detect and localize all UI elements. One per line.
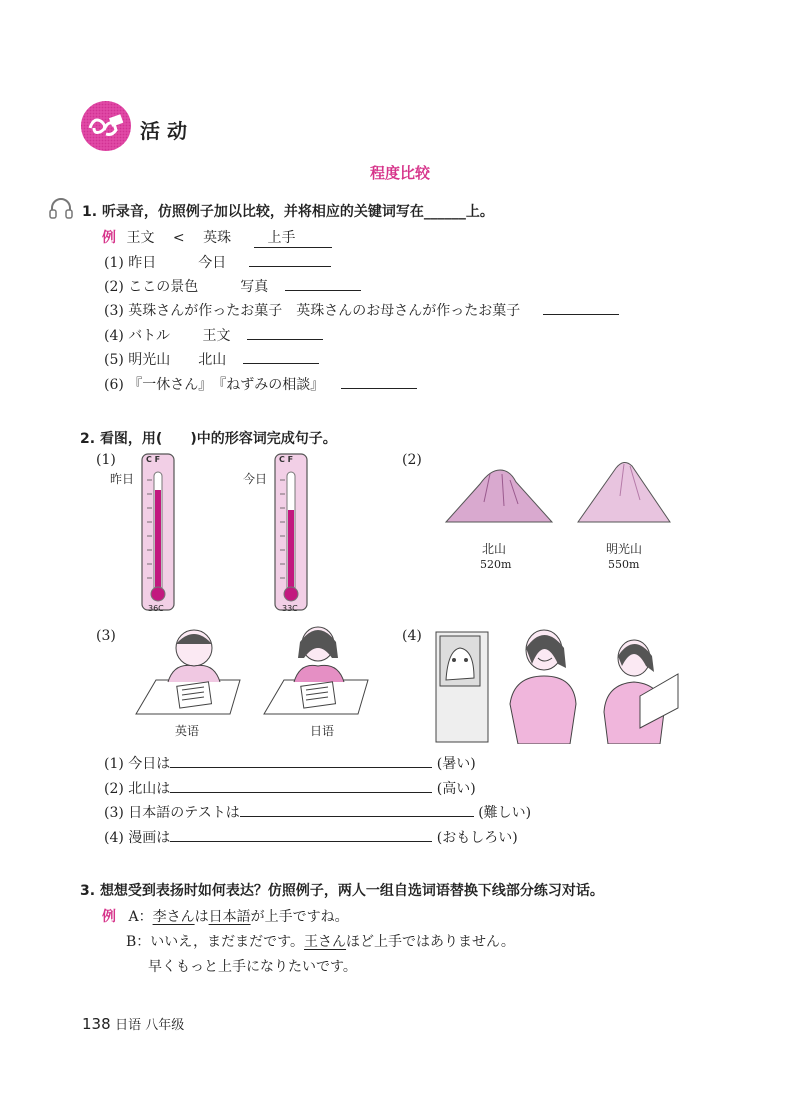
a-name: 李さん — [152, 909, 195, 925]
pic1-num: (1) — [96, 452, 116, 468]
q1-item-num: (4) — [104, 328, 124, 344]
answer-blank[interactable] — [170, 767, 432, 768]
q3-line-b2: 早くもっと上手になりたいです。 — [148, 959, 357, 975]
section-logo-icon — [80, 100, 132, 152]
answer-blank[interactable] — [243, 363, 319, 364]
sentence-num: (1) — [104, 756, 124, 772]
answer-blank[interactable] — [341, 388, 417, 389]
q1-number: 1. — [82, 204, 98, 220]
q1-item-num: (1) — [104, 255, 124, 271]
pic2-left-height: 520m — [480, 558, 512, 571]
q1-item-text: 『一休さん』 『ねずみの相談』 — [128, 377, 325, 393]
q1-item-text: 明光山 北山 — [128, 352, 227, 368]
q3-line-a — [102, 906, 349, 926]
q1-item-num: (3) — [104, 303, 124, 319]
thermometer-today — [273, 452, 309, 616]
sentence-num: (2) — [104, 781, 124, 797]
q1-item-text: ここの景色 写真 — [128, 279, 269, 295]
example-a: 王文 — [126, 230, 155, 246]
pic3-num: (3) — [96, 628, 116, 644]
pic3-right-caption: 日语 — [310, 724, 335, 738]
student-english-illustration — [134, 622, 244, 722]
mountain-meikozan — [576, 456, 672, 530]
q2-instruction — [80, 428, 337, 448]
q3-text: 想想受到表扬时如何表达？仿照例子，两人一组自选词语替换下线部分练习对话。 — [99, 883, 604, 899]
pic2-right-height: 550m — [608, 558, 640, 571]
q2-number: 2. — [80, 431, 96, 447]
mountain-kitayama — [444, 462, 554, 530]
pic2-left-name: 北山 — [482, 542, 507, 556]
example-answer: 上手 — [254, 227, 332, 248]
answer-blank[interactable] — [240, 816, 474, 817]
pic1-right-bottom: 33C — [282, 604, 298, 613]
q1-item-3 — [104, 300, 619, 320]
thermometer-yesterday — [140, 452, 176, 616]
example-label: 例 — [102, 230, 116, 246]
b-end: ほど上手ではありません。 — [346, 934, 515, 950]
page-footer — [82, 1014, 184, 1033]
sentence-start: 今日は — [128, 756, 171, 772]
q1-item-5 — [104, 349, 319, 369]
q3-example-label: 例 — [102, 909, 116, 925]
q1-text: 听录音，仿照例子加以比较，并将相应的关键词写在______上。 — [101, 204, 494, 220]
pic1-right-label: 今日 — [243, 472, 268, 486]
a-end: が上手ですね。 — [250, 909, 349, 925]
sentence-start: 漫画は — [128, 830, 171, 846]
sentence-start: 日本語のテストは — [128, 805, 240, 821]
q1-item-num: (2) — [104, 279, 124, 295]
pic1-scale-right: C F — [279, 455, 294, 464]
q1-item-4 — [104, 325, 323, 345]
q1-item-6 — [104, 374, 417, 394]
sentence-hint: (難しい) — [478, 805, 532, 821]
example-b: 英珠 — [203, 230, 232, 246]
section-logo — [80, 100, 132, 152]
answer-blank[interactable] — [170, 841, 432, 842]
q1-item-1 — [104, 252, 331, 272]
q1-item-text: 昨日 今日 — [128, 255, 227, 271]
answer-blank[interactable] — [285, 290, 361, 291]
a-subject: 日本語 — [208, 909, 251, 925]
sentence-num: (4) — [104, 830, 124, 846]
b-start: いいえ，まだまだです。 — [150, 934, 305, 950]
book-title: 日语 八年级 — [115, 1018, 185, 1033]
page-number: 138 — [82, 1015, 111, 1033]
sentence-hint: (高い) — [436, 781, 476, 797]
pic1-left-bottom: 36C — [148, 604, 164, 613]
speaker-b: B： — [126, 934, 151, 950]
section-title: 活 动 — [140, 119, 187, 143]
answer-blank[interactable] — [249, 266, 331, 267]
q2-sentence-1 — [104, 753, 476, 773]
pic2-num: (2) — [402, 452, 422, 468]
q3-number: 3. — [80, 883, 96, 899]
pic3-left-caption: 英语 — [175, 724, 200, 738]
pic1-left-label: 昨日 — [110, 472, 135, 486]
q1-item-text: 英珠さんが作ったお菓子 英珠さんのお母さんが作ったお菓子 — [128, 303, 521, 319]
q1-item-text: バトル 王文 — [128, 328, 231, 344]
tv-and-girls-illustration — [434, 620, 684, 748]
speaker-a: A： — [128, 909, 153, 925]
pic4-num: (4) — [402, 628, 422, 644]
student-japanese-illustration — [262, 618, 372, 722]
page-subtitle: 程度比较 — [369, 164, 430, 182]
example-op: < — [172, 230, 185, 246]
pic1-scale-left: C F — [146, 455, 161, 464]
headphones-icon — [48, 196, 74, 224]
pic2-right-name: 明光山 — [606, 542, 643, 556]
q1-item-2 — [104, 276, 361, 296]
q1-item-num: (6) — [104, 377, 124, 393]
q1-instruction — [82, 201, 494, 221]
b-name: 王さん — [304, 934, 347, 950]
sentence-hint: (暑い) — [436, 756, 476, 772]
q3-line-b — [126, 931, 515, 951]
q2-sentence-2 — [104, 778, 476, 798]
q1-item-num: (5) — [104, 352, 124, 368]
q2-text: 看图，用( )中的形容词完成句子。 — [99, 431, 337, 447]
sentence-num: (3) — [104, 805, 124, 821]
q2-sentence-4 — [104, 827, 518, 847]
q2-sentence-3 — [104, 802, 531, 822]
a-mid: は — [194, 909, 209, 925]
answer-blank[interactable] — [543, 314, 619, 315]
sentence-hint: (おもしろい) — [436, 830, 518, 846]
q1-example — [102, 227, 332, 248]
q3-instruction — [80, 880, 604, 900]
answer-blank[interactable] — [247, 339, 323, 340]
answer-blank[interactable] — [170, 792, 432, 793]
sentence-start: 北山は — [128, 781, 171, 797]
